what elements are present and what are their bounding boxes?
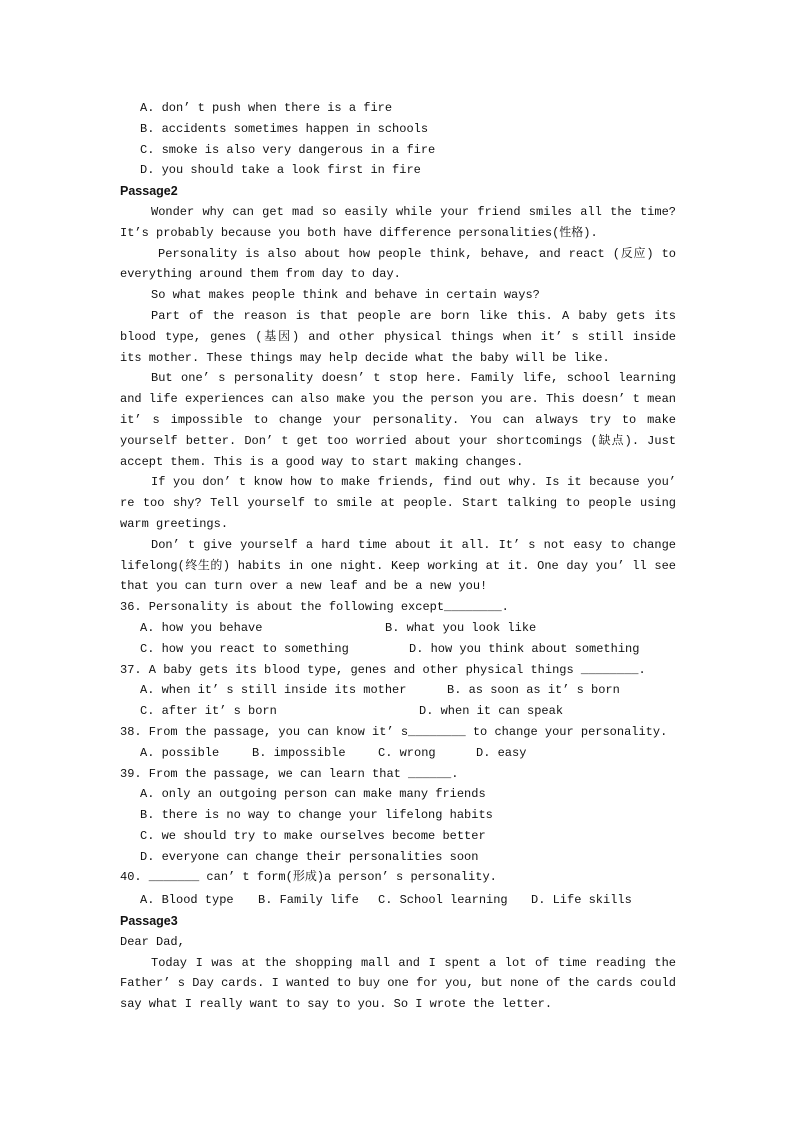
- option: B. what you look like: [385, 620, 537, 635]
- paragraph: If you don’ t know how to make friends, find out why. Is it because you’ re too shy? Tell yourself to smile at people. Start talking to people using warm greetings.: [120, 475, 676, 531]
- option: A. Blood type: [140, 893, 234, 908]
- option: A. when it’ s still inside its mother: [140, 683, 407, 698]
- question-stem: 36. Personality is about the following except________.: [120, 600, 509, 615]
- worksheet-page: [120, 98, 676, 1015]
- option: B. there is no way to change your lifelong habits: [140, 808, 493, 823]
- option: B. Family life: [258, 893, 359, 908]
- option: B. impossible: [252, 745, 346, 760]
- paragraph: So what makes people think and behave in certain ways?: [151, 288, 540, 303]
- previous-question-options: [120, 98, 676, 181]
- passage2-body: [120, 202, 676, 597]
- passage2-heading: Passage2: [120, 184, 178, 199]
- option: D. you should take a look first in fire: [140, 163, 421, 178]
- option: C. wrong: [378, 745, 436, 760]
- option: D. how you think about something: [409, 641, 640, 656]
- option: B. as soon as it’ s born: [447, 683, 620, 698]
- question-37: [120, 660, 676, 722]
- option: C. after it’ s born: [140, 704, 277, 719]
- question-stem: 37. A baby gets its blood type, genes and other physical things ________.: [120, 662, 646, 677]
- question-stem: 38. From the passage, you can know it’ s________ to change your personality.: [120, 724, 668, 739]
- paragraph: Personality is also about how people think, behave, and react (反应) to everything around them from day to day.: [120, 246, 676, 282]
- option: B. accidents sometimes happen in schools: [140, 121, 429, 136]
- question-40: [120, 867, 676, 911]
- option: A. how you behave: [140, 620, 263, 635]
- question-38: [120, 722, 676, 764]
- paragraph: Don’ t give yourself a hard time about it all. It’ s not easy to change lifelong(终生的) habits in one night. Keep working at it. One day you’ ll see that you can turn over a new leaf and be a new you!: [120, 537, 676, 594]
- letter-salutation: Dear Dad,: [120, 934, 185, 949]
- paragraph: Part of the reason is that people are born like this. A baby gets its blood type, genes (基因) and other physical things when it’ s still inside its mother. These things may help decide what the baby will be like.: [120, 308, 676, 365]
- paragraph: But one’ s personality doesn’ t stop here. Family life, school learning and life experiences can also make you the person you are. This doesn’ t mean it’ s impossible to change your personality. You can always try to make yourself better. Don’ t get too worried about your shortcomings (缺点). Just accept them. This is a good way to start making changes.: [120, 371, 676, 469]
- paragraph: Wonder why can get mad so easily while your friend smiles all the time? It’s probably because you both have difference personalities(性格).: [120, 204, 676, 240]
- option: A. don’ t push when there is a fire: [140, 101, 393, 115]
- option: D. easy: [476, 745, 527, 760]
- passage3-heading: Passage3: [120, 914, 178, 929]
- option: C. we should try to make ourselves become better: [140, 828, 486, 843]
- paragraph: Today I was at the shopping mall and I spent a lot of time reading the Father’ s Day cards. I wanted to buy one for you, but none of the cards could say what I really want to say to you. So I wrote the letter.: [120, 955, 676, 1012]
- question-39: [120, 764, 676, 868]
- question-stem: 39. From the passage, we can learn that ______.: [120, 766, 459, 781]
- option: A. only an outgoing person can make many friends: [140, 787, 486, 802]
- option: D. Life skills: [531, 893, 632, 908]
- option: A. possible: [140, 745, 220, 760]
- question-36: [120, 597, 676, 659]
- option: D. when it can speak: [419, 704, 564, 719]
- option: C. how you react to something: [140, 641, 349, 656]
- question-stem: 40. _______ can’ t form(形成)a person’ s personality.: [120, 870, 497, 885]
- option: C. School learning: [378, 893, 508, 908]
- option: C. smoke is also very dangerous in a fire: [140, 142, 436, 157]
- option: D. everyone can change their personalities soon: [140, 849, 479, 864]
